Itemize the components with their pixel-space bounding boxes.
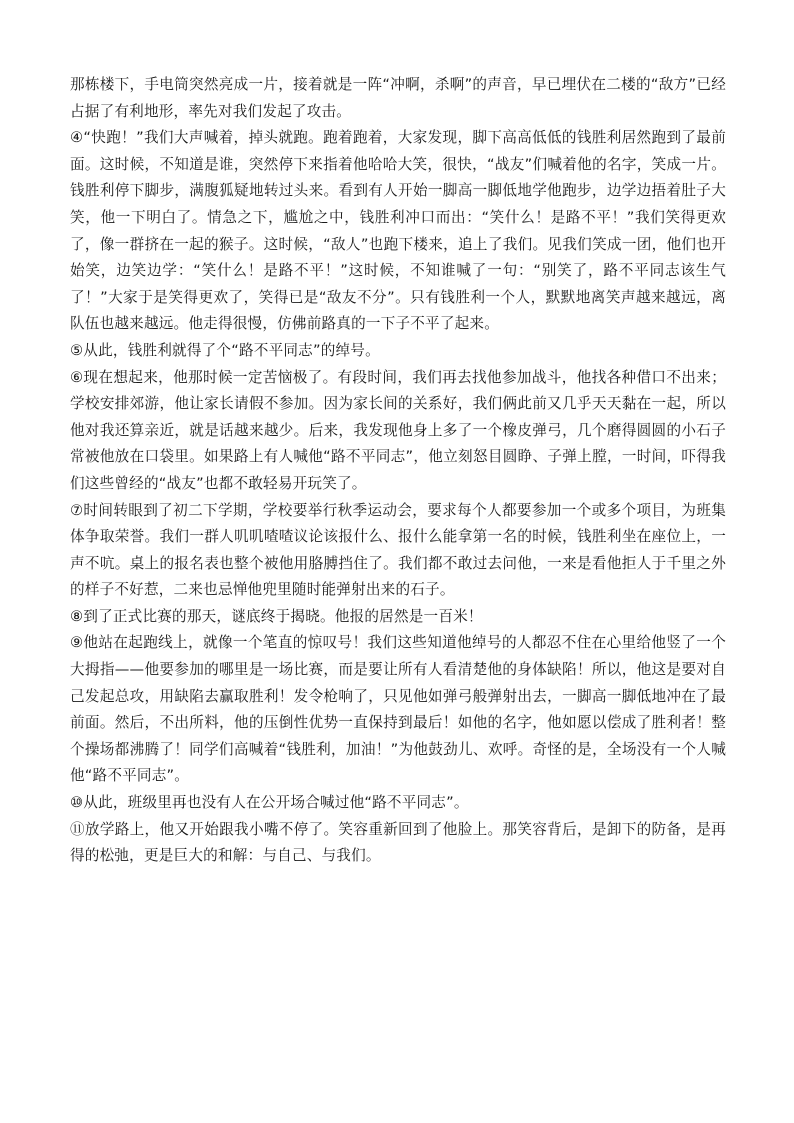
document-body bbox=[70, 72, 726, 870]
paragraph-7: ⑦时间转眼到了初二下学期，学校要举行秋季运动会，要求每个人都要参加一个或多个项目，为班集体争取荣誉。我们一群人叽叽喳喳议论该报什么、报什么能拿第一名的时候，钱胜利坐在座位上，一声不吭。桌上的报名表也整个被他用胳膊挡住了。我们都不敢过去问他，一来是看他拒人于千里之外的样子不好惹，二来也忌惮他兜里随时能弹射出来的石子。 bbox=[70, 501, 726, 599]
paragraph-6: ⑥现在想起来，他那时候一定苦恼极了。有段时间，我们再去找他参加战斗，他找各种借口不出来；学校安排郊游，他让家长请假不参加。因为家长间的关系好，我们俩此前又几乎天天黏在一起，所以他对我还算亲近，就是话越来越少。后来，我发现他身上多了一个橡皮弹弓，几个磨得圆圆的小石子常被他放在口袋里。如果路上有人喊他“路不平同志”，他立刻怒目圆睁、子弹上膛，一时间，吓得我们这些曾经的“战友”也都不敢轻易开玩笑了。 bbox=[70, 368, 726, 492]
paragraph-10: ⑩从此，班级里再也没有人在公开场合喊过他“路不平同志”。 bbox=[70, 794, 469, 812]
paragraph-4: ④“快跑！”我们大声喊着，掉头就跑。跑着跑着，大家发现，脚下高高低低的钱胜利居然跑到了最前面。这时候，不知道是谁，突然停下来指着他哈哈大笑，很快，“战友”们喊着他的名字，笑成一片。钱胜利停下脚步，满腹狐疑地转过头来。看到有人开始一脚高一脚低地学他跑步，边学边捂着肚子大笑，他一下明白了。情急之下，尴尬之中，钱胜利冲口而出：“笑什么！是路不平！”我们笑得更欢了，像一群挤在一起的猴子。这时候，“敌人”也跑下楼来，追上了我们。见我们笑成一团，他们也开始笑，边笑边学：“笑什么！是路不平！”这时候，不知谁喊了一句：“别笑了，路不平同志该生气了！”大家于是笑得更欢了，笑得已是“敌友不分”。只有钱胜利一个人，默默地离笑声越来越远，离队伍也越来越远。他走得很慢，仿佛前路真的一下子不平了起来。 bbox=[70, 129, 726, 333]
paragraph-8: ⑧到了正式比赛的那天，谜底终于揭晓。他报的居然是一百米！ bbox=[70, 607, 483, 625]
paragraph-9: ⑨他站在起跑线上，就像一个笔直的惊叹号！我们这些知道他绰号的人都忍不住在心里给他竖了一个大拇指——他要参加的哪里是一场比赛，而是要让所有人看清楚他的身体缺陷！所以，他这是要对自己发起总攻，用缺陷去赢取胜利！发令枪响了，只见他如弹弓般弹射出去，一脚高一脚低地冲在了最前面。然后，不出所料，他的压倒性优势一直保持到最后！如他的名字，他如愿以偿成了胜利者！整个操场都沸腾了！同学们高喊着“钱胜利，加油！”为他鼓劲儿、欢呼。奇怪的是，全场没有一个人喊他“路不平同志”。 bbox=[70, 634, 726, 785]
paragraph-11: ⑪放学路上，他又开始跟我小嘴不停了。笑容重新回到了他脸上。那笑容背后，是卸下的防备，是再得的松弛，更是巨大的和解：与自己、与我们。 bbox=[70, 820, 726, 865]
paragraph-continuation: 那栋楼下，手电筒突然亮成一片，接着就是一阵“冲啊，杀啊”的声音，早已埋伏在二楼的“敌方”已经占据了有利地形，率先对我们发起了攻击。 bbox=[70, 76, 726, 120]
paragraph-5: ⑤从此，钱胜利就得了个“路不平同志”的绰号。 bbox=[70, 341, 380, 359]
